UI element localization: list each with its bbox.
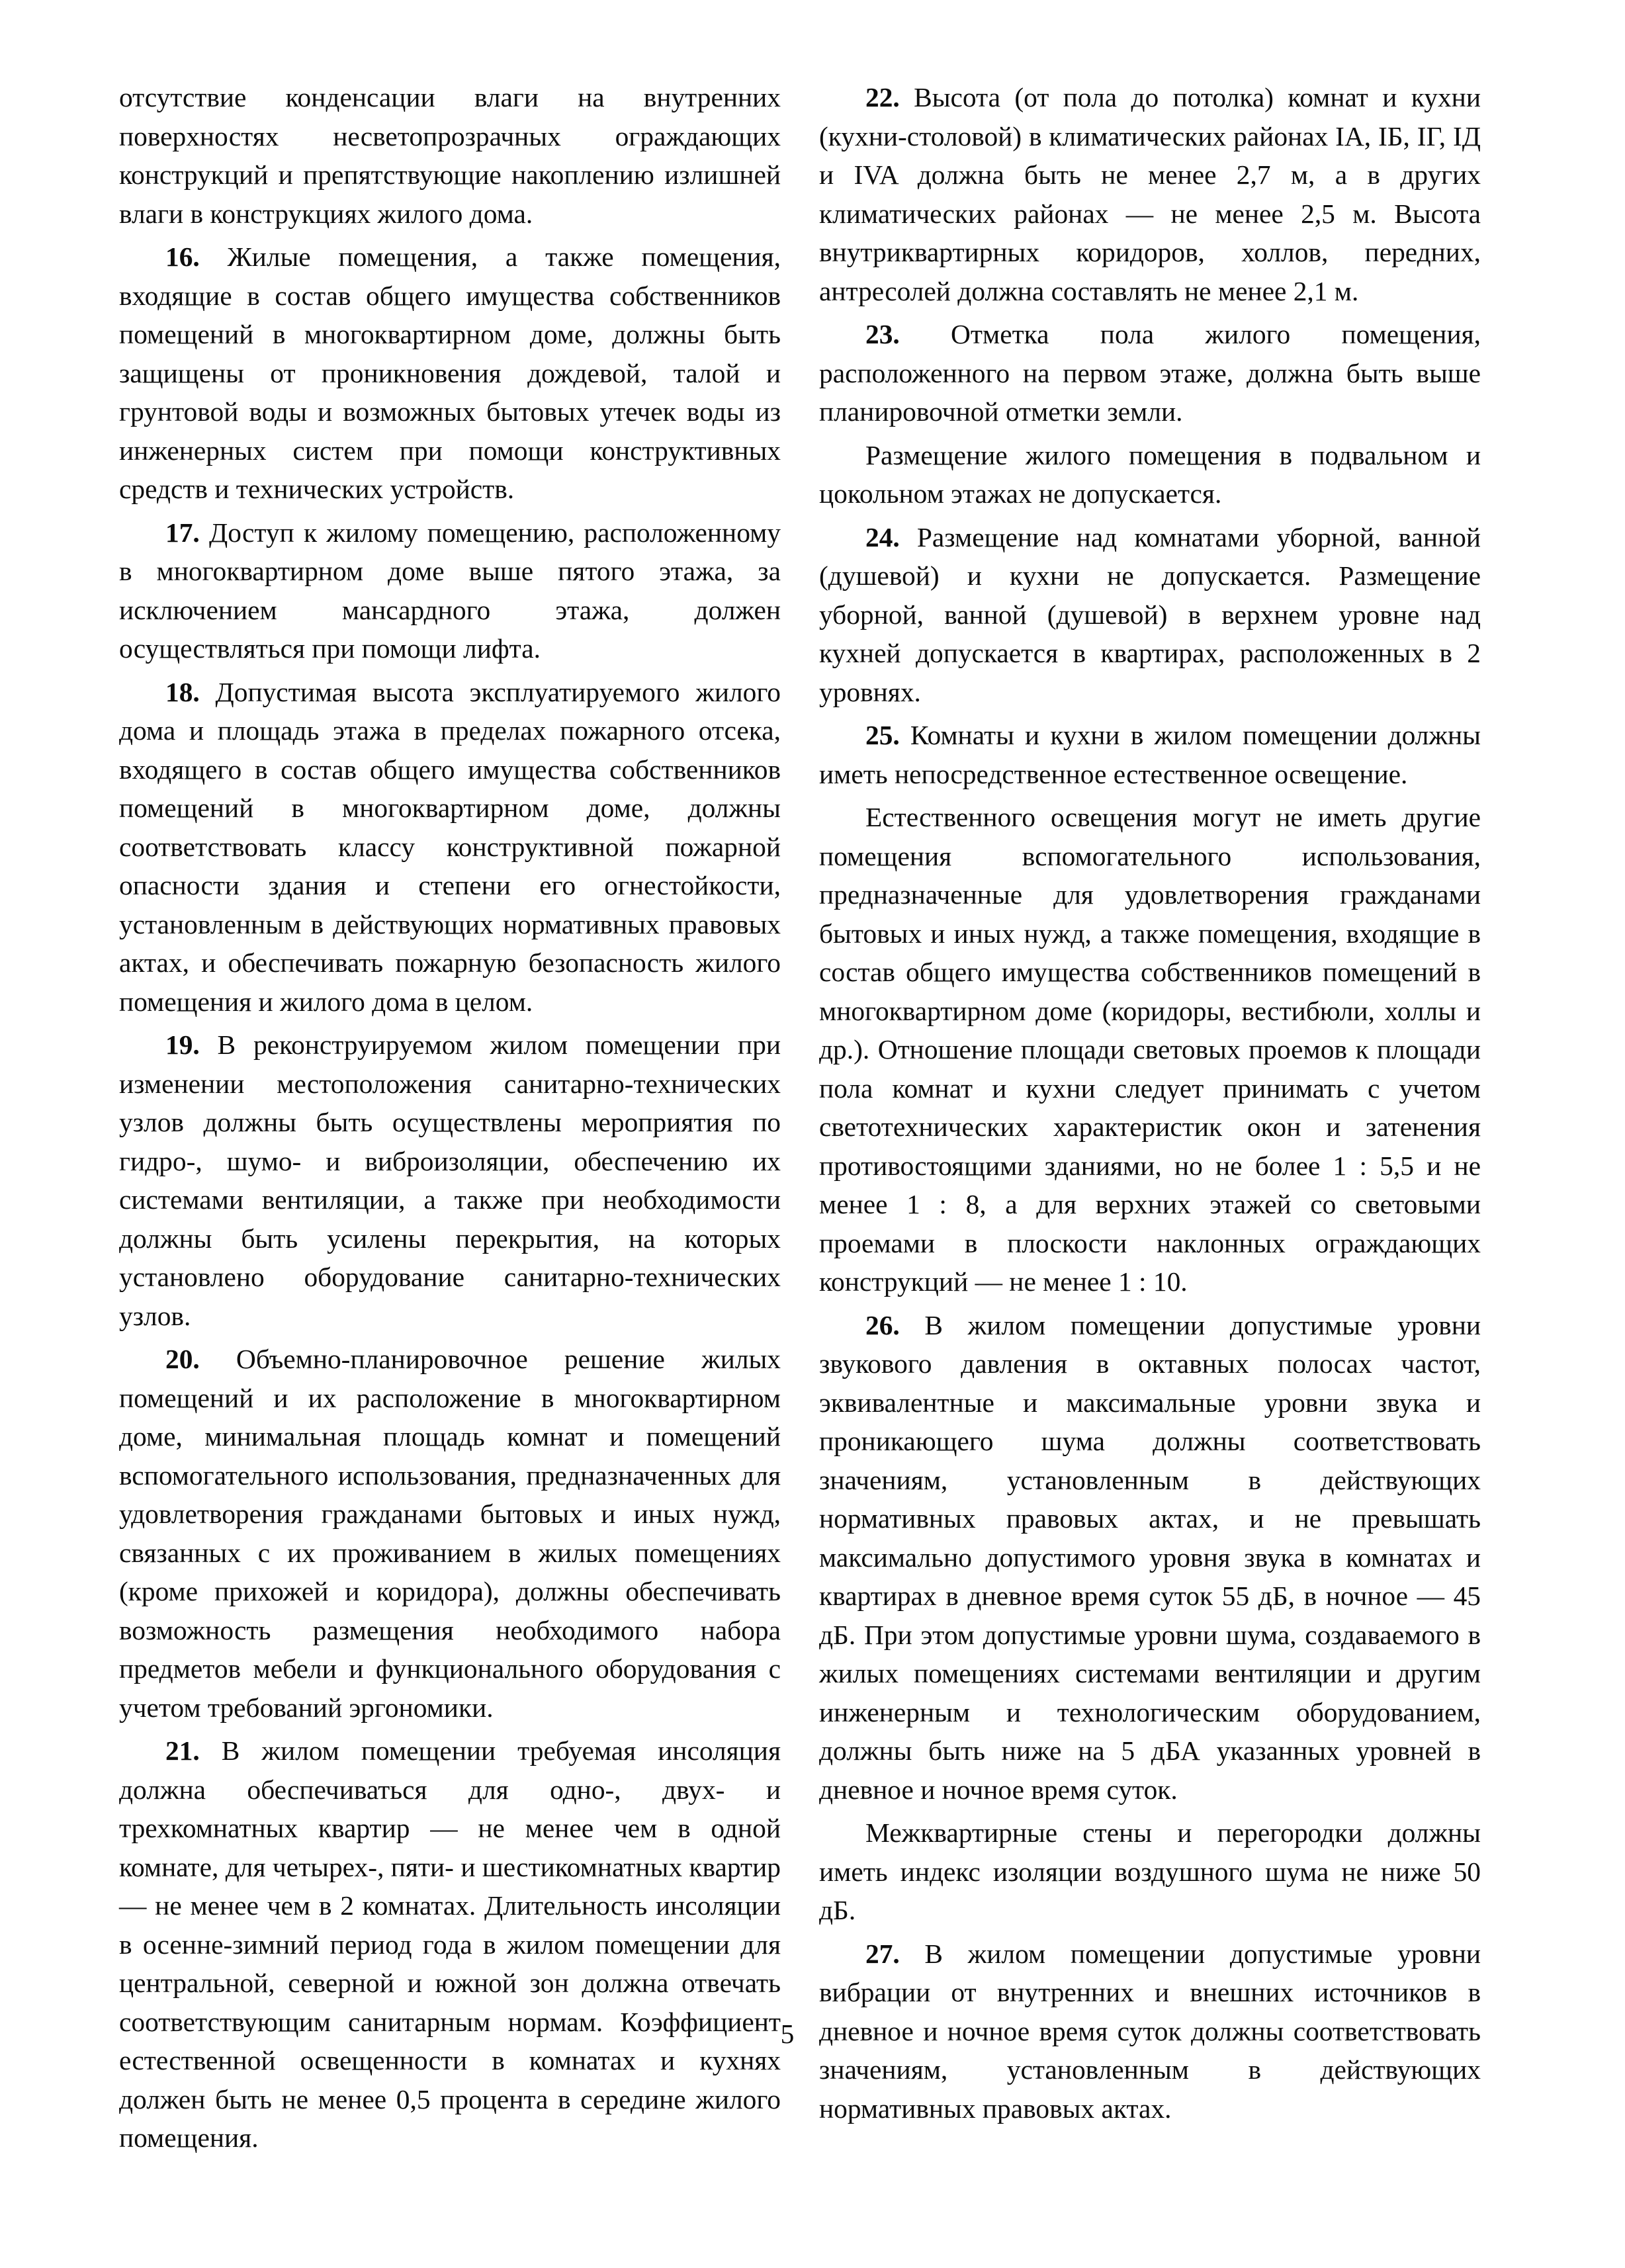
paragraph-21 [119, 1731, 781, 2158]
paragraph-20 [119, 1340, 781, 1727]
paragraph-26-part-2 [819, 1813, 1481, 1930]
paragraph-17 [119, 513, 781, 668]
paragraph-25 [819, 716, 1481, 793]
paragraph-22 [819, 78, 1481, 310]
right-column [819, 78, 1481, 2132]
paragraph-16 [119, 238, 781, 509]
paragraph-text: отсутствие конденсации влаги на внутренних поверхностях несветопрозрачных ограждающих конструкций и препятствующие накоплению излишней влаги в конструкциях жилого дома. [119, 82, 781, 229]
paragraph-text: Размещение жилого помещения в подвальном и цокольном этажах не допускается. [819, 439, 1481, 509]
paragraph-number: 19. [165, 1029, 200, 1060]
paragraph-number: 21. [165, 1735, 200, 1766]
paragraph-number: 17. [165, 517, 200, 548]
paragraph-text: Высота (от пола до потолка) комнат и кухни (кухни-столовой) в климатических районах IA, IБ, IГ, IД и IVA должна быть не менее 2,7 м, а в других климатических районах — не менее 2,5 м. Высота внутриквартирных коридоров, холлов, передних, антресолей должна составлять не менее 2,1 м. [819, 82, 1481, 306]
paragraph-15-continuation [119, 78, 781, 233]
paragraph-number: 25. [865, 720, 900, 750]
paragraph-number: 27. [865, 1938, 900, 1969]
paragraph-number: 24. [865, 521, 900, 552]
page-number: 5 [780, 2019, 795, 2049]
paragraph-text: Жилые помещения, а также помещения, входящие в состав общего имущества собственников помещений в многоквартирном доме, должны быть защищены от проникновения дождевой, талой и грунтовой воды и возможных бытовых утечек воды из инженерных систем при помощи конструктивных средств и технических устройств. [119, 241, 781, 504]
paragraph-19 [119, 1025, 781, 1335]
paragraph-text: Допустимая высота эксплуатируемого жилого дома и площадь этажа в пределах пожарного отсека, входящего в состав общего имущества собственников помещений в многоквартирном доме, должны соответствовать классу конструктивной пожарной опасности здания и степени его огнестойкости, установленным в действующих нормативных правовых актах, и обеспечивать пожарную безопасность жилого помещения и жилого дома в целом. [119, 676, 781, 1017]
paragraph-number: 18. [165, 676, 200, 707]
paragraph-number: 26. [865, 1309, 900, 1340]
paragraph-25-part-2 [819, 798, 1481, 1301]
paragraph-18 [119, 673, 781, 1022]
paragraph-number: 16. [165, 241, 200, 272]
left-column [119, 78, 781, 2162]
paragraph-number: 20. [165, 1344, 200, 1374]
paragraph-text: В жилом помещении допустимые уровни звукового давления в октавных полосах частот, эквивалентные и максимальные уровни звука и проникающего шума должны соответствовать значениям, установленным в действующих нормативных правовых актах, и не превышать максимально допустимого уровня звука в комнатах и квартирах в дневное время суток 55 дБ, в ночное — 45 дБ. При этом допустимые уровни шума, создаваемого в жилых помещениях системами вентиляции и другим инженерным и технологическим оборудованием, должны быть ниже на 5 дБА указанных уровней в дневное и ночное время суток. [819, 1309, 1481, 1805]
paragraph-text: Отметка пола жилого помещения, расположенного на первом этаже, должна быть выше планировочной отметки земли. [819, 319, 1481, 427]
paragraph-23-part-2 [819, 436, 1481, 513]
paragraph-text: В реконструируемом жилом помещении при изменении местоположения санитарно-технических узлов должны быть осуществлены мероприятия по гидро-, шумо- и виброизоляции, обеспечению их системами вентиляции, а также при необходимости должны быть усилены перекрытия, на которых установлено оборудование санитарно-технических узлов. [119, 1029, 781, 1331]
paragraph-text: Доступ к жилому помещению, расположенному в многоквартирном доме выше пятого этажа, за исключением мансардного этажа, должен осуществляться при помощи лифта. [119, 517, 781, 664]
paragraph-text: Размещение над комнатами уборной, ванной (душевой) и кухни не допускается. Размещение уборной, ванной (душевой) в верхнем уровне над кухней допускается в квартирах, расположенных в 2 уровнях. [819, 521, 1481, 707]
paragraph-text: В жилом помещении требуемая инсоляция должна обеспечиваться для одно-, двух- и трехкомнатных квартир — не менее чем в одной комнате, для четырех-, пяти- и шестикомнатных квартир — не менее чем в 2 комнатах. Длительность инсоляции в осенне-зимний период года в жилом помещении для центральной, северной и южной зон должна отвечать соответствующим санитарным нормам. Коэффициент естественной освещенности в комнатах и кухнях должен быть не менее 0,5 процента в середине жилого помещения. [119, 1735, 781, 2153]
paragraph-text: Комнаты и кухни в жилом помещении должны иметь непосредственное естественное освещение. [819, 720, 1481, 789]
paragraph-text: Межквартирные стены и перегородки должны иметь индекс изоляции воздушного шума не ниже 50 дБ. [819, 1817, 1481, 1925]
paragraph-number: 22. [865, 82, 900, 112]
paragraph-23 [819, 315, 1481, 431]
paragraph-text: Объемно-планировочное решение жилых помещений и их расположение в многоквартирном доме, минимальная площадь комнат и помещений вспомогательного использования, предназначенных для удовлетворения гражданами бытовых и иных нужд, связанных с их проживанием в жилых помещениях (кроме прихожей и коридора), должны обеспечивать возможность размещения необходимого набора предметов мебели и функционального оборудования с учетом требований эргономики. [119, 1344, 781, 1723]
paragraph-24 [819, 518, 1481, 712]
paragraph-26 [819, 1306, 1481, 1810]
paragraph-27 [819, 1935, 1481, 2128]
paragraph-text: Естественного освещения могут не иметь другие помещения вспомогательного использования, предназначенные для удовлетворения гражданами бытовых и иных нужд, а также помещения, входящие в состав общего имущества собственников помещений в многоквартирном доме (коридоры, вестибюли, холлы и др.). Отношение площади световых проемов к площади пола комнат и кухни следует принимать с учетом светотехнических характеристик окон и затенения противостоящими зданиями, но не более 1 : 5,5 и не менее 1 : 8, а для верхних этажей со световыми проемами в плоскости наклонных ограждающих конструкций — не менее 1 : 10. [819, 802, 1481, 1297]
paragraph-number: 23. [865, 319, 900, 349]
paragraph-text: В жилом помещении допустимые уровни вибрации от внутренних и внешних источников в дневное и ночное время суток должны соответствовать значениям, установленным в действующих нормативных правовых актах. [819, 1938, 1481, 2124]
